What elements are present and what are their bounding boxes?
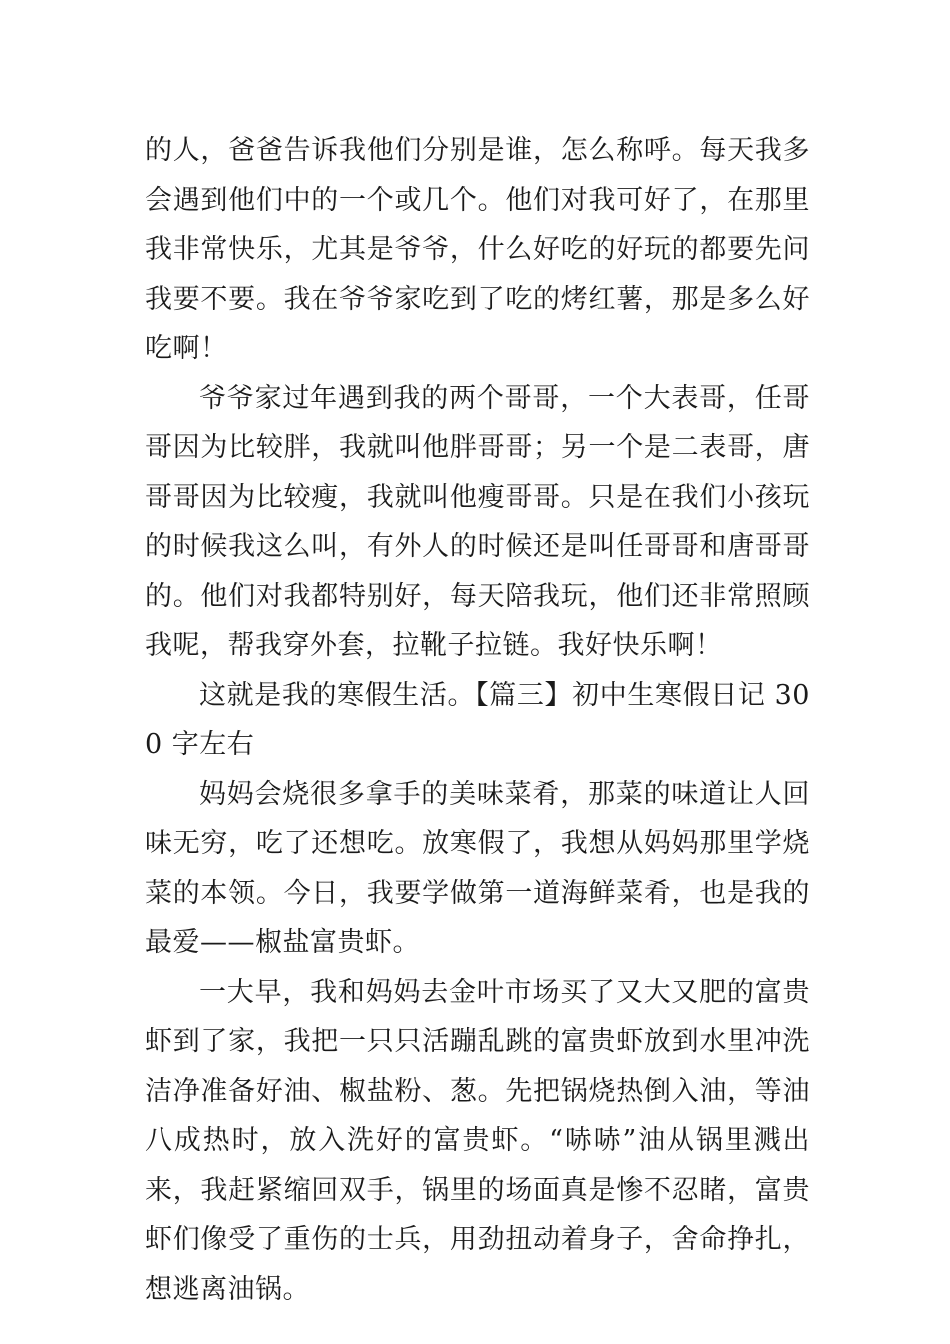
body-text	[145, 126, 810, 1314]
paragraph-1: 的人，爸爸告诉我他们分别是谁，怎么称呼。每天我多会遇到他们中的一个或几个。他们对我可好了，在那里我非常快乐，尤其是爷爷，什么好吃的好玩的都要先问我要不要。我在爷爷家吃到了吃的烤红薯，那是多么好吃啊！	[145, 135, 810, 364]
paragraph-3: 这就是我的寒假生活。【篇三】初中生寒假日记 300 字左右	[145, 679, 810, 760]
paragraph-5: 一大早，我和妈妈去金叶市场买了又大又肥的富贵虾到了家，我把一只只活蹦乱跳的富贵虾放到水里冲洗洁净准备好油、椒盐粉、葱。先把锅烧热倒入油，等油八成热时，放入洗好的富贵虾。“哧哧”油从锅里溅出来，我赶紧缩回双手，锅里的场面真是惨不忍睹，富贵虾们像受了重伤的士兵，用劲扭动着身子，舍命挣扎，想逃离油锅。	[145, 976, 810, 1305]
paragraph-4: 妈妈会烧很多拿手的美味菜肴，那菜的味道让人回味无穷，吃了还想吃。放寒假了，我想从妈妈那里学烧菜的本领。今日，我要学做第一道海鲜菜肴，也是我的最爱——椒盐富贵虾。	[145, 778, 810, 958]
paragraph-2: 爷爷家过年遇到我的两个哥哥，一个大表哥，任哥哥因为比较胖，我就叫他胖哥哥；另一个是二表哥，唐哥哥因为比较瘦，我就叫他瘦哥哥。只是在我们小孩玩的时候我这么叫，有外人的时候还是叫任哥哥和唐哥哥的。他们对我都特别好，每天陪我玩，他们还非常照顾我呢，帮我穿外套，拉靴子拉链。我好快乐啊！	[145, 382, 810, 661]
